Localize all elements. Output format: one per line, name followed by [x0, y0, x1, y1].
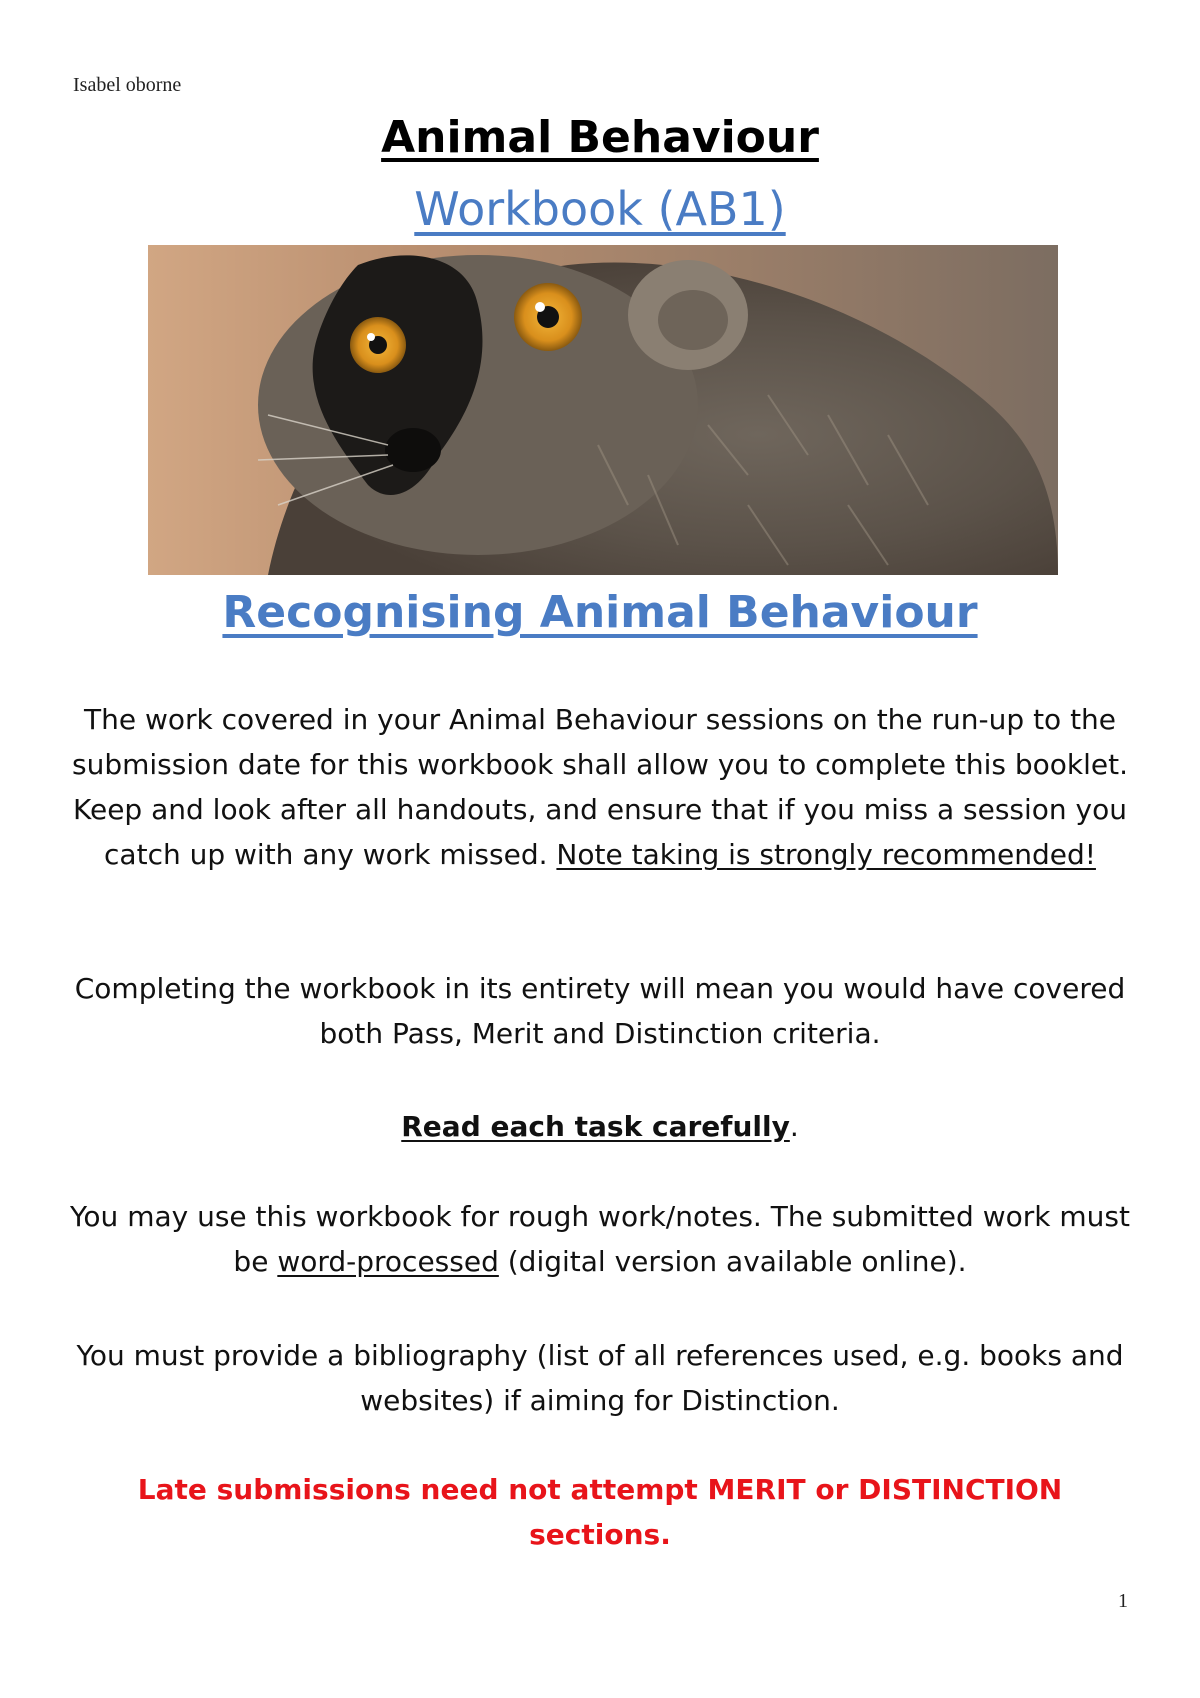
page-number: 1: [1118, 1590, 1128, 1612]
word-processed-after: (digital version available online).: [498, 1245, 967, 1278]
word-processed-paragraph: [70, 1194, 1130, 1284]
bibliography-paragraph: You must provide a bibliography (list of all references used, e.g. books and websites) if aiming for Distinction.: [76, 1339, 1124, 1417]
criteria-paragraph: Completing the workbook in its entirety will mean you would have covered both Pass, Merit and Distinction criteria.: [74, 972, 1126, 1050]
intro-paragraph: [70, 697, 1130, 877]
read-carefully-line: [70, 1104, 1130, 1149]
intro-text: The work covered in your Animal Behaviour sessions on the run-up to the submission date for this workbook shall allow you to complete this booklet. Keep and look after all handouts, and ensure that if you miss a session you catch up with any work missed.: [71, 703, 1128, 871]
word-processed-before: You may use this workbook for rough work/notes. The submitted work must be: [70, 1200, 1130, 1278]
read-carefully-period: .: [789, 1110, 799, 1143]
read-carefully-emphasis: Read each task carefully: [401, 1110, 790, 1143]
word-processed-emphasis: word-processed: [277, 1245, 499, 1278]
document-subtitle: Workbook (AB1): [414, 182, 786, 236]
author-name: Isabel oborne: [73, 74, 182, 96]
document-title: Animal Behaviour: [381, 112, 819, 163]
section-heading: Recognising Animal Behaviour: [222, 587, 978, 638]
lemur-photo: [148, 245, 1058, 575]
late-submission-warning: Late submissions need not attempt MERIT or DISTINCTION sections.: [137, 1473, 1063, 1551]
note-taking-emphasis: Note taking is strongly recommended!: [556, 838, 1096, 871]
